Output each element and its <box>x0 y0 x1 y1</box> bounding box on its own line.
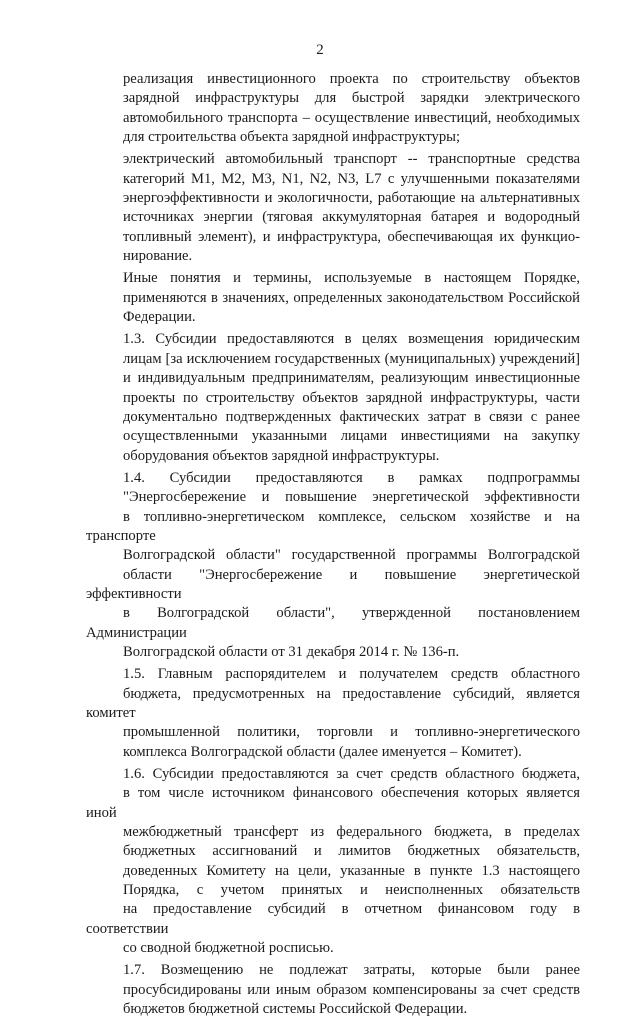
text-line: Иные понятия и термины, используемые в настоящем Порядке, <box>123 270 580 287</box>
text-line: оборудования объектов зарядной инфраструктуры. <box>123 447 440 464</box>
text-line: доведенных Комитету на цели, указанные в пункте 1.3 настоящего <box>123 862 580 879</box>
text-line: осуществленными указанными лицами инвестициями на закупку <box>123 428 580 445</box>
text-line: комплекса Волгоградской области (далее именуется – Комитет). <box>123 743 522 760</box>
paragraph-1-4 <box>86 469 580 662</box>
paragraph-other-terms <box>86 269 580 327</box>
text-line: Порядка, с учетом принятых и неисполненных обязательств <box>123 882 580 899</box>
text-line: 1.5. Главным распорядителем и получателем средств областного <box>123 666 580 683</box>
text-line: топливный элемент), и инфраструктура, обеспечивающая их функцио- <box>123 228 580 245</box>
text-line: в топливно-энергетическом комплексе, сельском хозяйстве и на транспорте <box>86 508 580 544</box>
text-line: зарядной инфраструктуры для быстрой зарядки электрического <box>123 90 580 107</box>
page-number: 2 <box>316 42 324 58</box>
text-line: 1.6. Субсидии предоставляются за счет средств областного бюджета, <box>123 766 580 783</box>
text-line: "Энергосбережение и повышение энергетической эффективности <box>123 489 580 506</box>
text-line: и индивидуальным предпринимателям, реализующим инвестиционные <box>123 370 580 387</box>
paragraph-investment-project-definition <box>86 70 580 147</box>
text-line: электрический автомобильный транспорт -- транспортные средства <box>123 151 580 168</box>
text-line: Федерации. <box>123 309 196 326</box>
text-line: энергоэффективности и экологичности, работающие на альтернативных <box>123 190 580 207</box>
text-line: реализация инвестиционного проекта по строительству объектов <box>123 71 580 87</box>
paragraph-1-5 <box>86 665 580 762</box>
text-line: бюджетных ассигнований и лимитов бюджетных обязательств, <box>123 843 580 860</box>
text-line: со сводной бюджетной росписью. <box>123 940 334 957</box>
text-line: нирование. <box>123 248 193 265</box>
text-line: в Волгоградской области", утвержденной постановлением Администрации <box>86 605 580 641</box>
text-line: документально подтвержденных фактических затрат в связи с ранее <box>123 408 580 425</box>
text-line: на предоставление субсидий в отчетном финансовом году в соответствии <box>86 901 580 937</box>
paragraph-1-3 <box>86 330 580 465</box>
paragraph-1-7 <box>86 961 580 1019</box>
text-line: лицам [за исключением государственных (муниципальных) учреждений] <box>123 350 580 367</box>
text-line: автомобильного транспорта – осуществление инвестиций, необходимых <box>123 109 580 126</box>
text-line: категорий М1, М2, М3, N1, N2, N3, L7 с улучшенными показателями <box>123 170 580 187</box>
text-line: проекты по строительству объектов зарядной инфраструктуры, части <box>123 389 580 406</box>
text-line: 1.4. Субсидии предоставляются в рамках подпрограммы <box>123 469 580 486</box>
text-line: промышленной политики, торговли и топливно-энергетического <box>123 724 580 741</box>
text-line: в том числе источником финансового обеспечения которых является иной <box>86 785 580 821</box>
text-line: 1.7. Возмещению не подлежат затраты, которые были ранее <box>123 962 580 979</box>
paragraph-electric-transport-definition <box>86 150 580 266</box>
paragraph-1-6 <box>86 765 580 958</box>
text-line: области "Энергосбережение и повышение энергетической эффективности <box>86 566 580 602</box>
text-line: межбюджетный трансферт из федерального бюджета, в пределах <box>123 824 580 841</box>
text-line: бюджета, предусмотренных на предоставление субсидий, является комитет <box>86 685 580 721</box>
text-line: бюджетов бюджетной системы Российской Федерации. <box>123 1001 468 1018</box>
text-line: Волгоградской области от 31 декабря 2014 г. № 136-п. <box>123 643 460 660</box>
text-line: просубсидированы или иным образом компенсированы за счет средств <box>123 981 580 998</box>
document-body <box>86 70 580 1023</box>
text-line: источниках энергии (тяговая аккумуляторная батарея и водородный <box>123 209 580 226</box>
text-line: Волгоградской области" государственной программы Волгоградской <box>123 547 580 564</box>
text-line: 1.3. Субсидии предоставляются в целях возмещения юридическим <box>123 331 580 348</box>
text-line: для строительства объекта зарядной инфраструктуры; <box>123 129 461 146</box>
text-line: применяются в значениях, определенных законодательством Российской <box>123 289 580 306</box>
